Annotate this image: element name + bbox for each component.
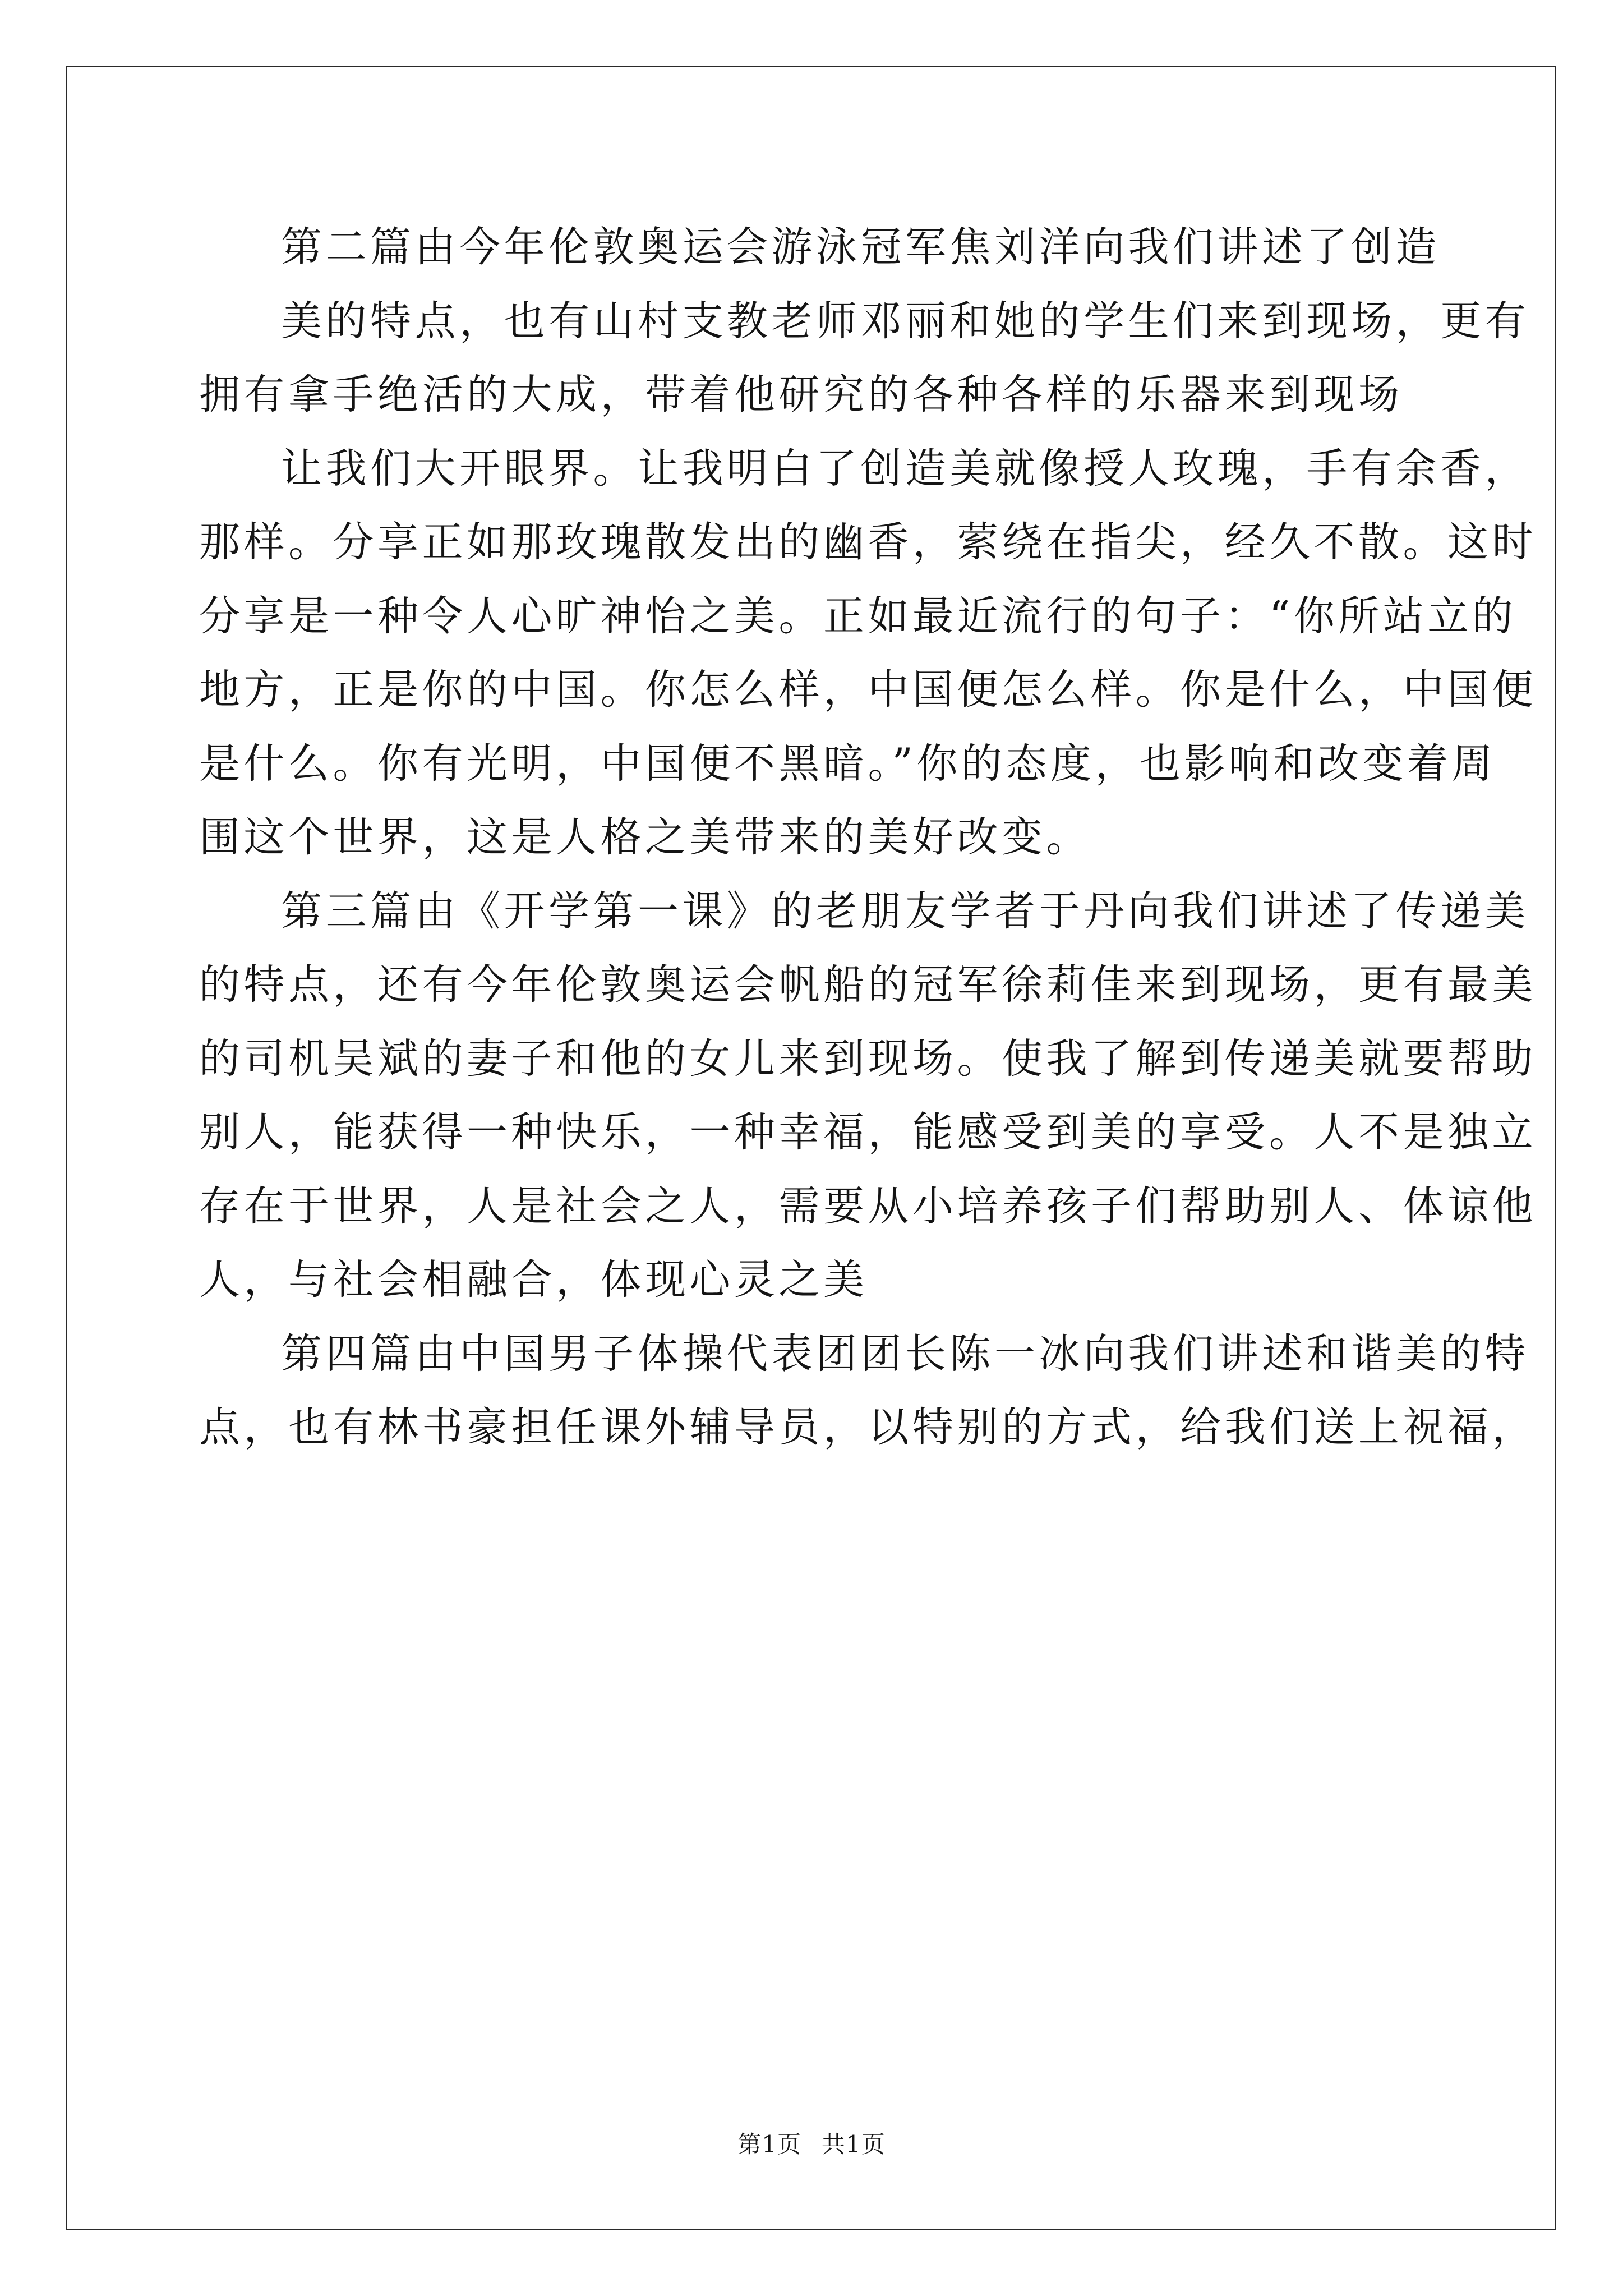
text-line: 人，与社会相融合，体现心灵之美 [199,1256,868,1304]
text-line: 的特点，还有今年伦敦奥运会帆船的冠军徐莉佳来到现场，更有最美 [199,961,1537,1009]
text-line: 那样。分享正如那玫瑰散发出的幽香，萦绕在指尖，经久不散。这时 [199,518,1537,566]
text-line: 让我们大开眼界。让我明白了创造美就像授人玫瑰，手有余香， [281,444,1529,493]
text-line: 第四篇由中国男子体操代表团团长陈一冰向我们讲述和谐美的特 [281,1329,1529,1378]
page-number-current: 第1页 [737,2131,801,2158]
page-footer [0,2126,1623,2160]
text-line: 拥有拿手绝活的大成，带着他研究的各种各样的乐器来到现场 [199,371,1403,418]
text-line: 第二篇由今年伦敦奥运会游泳冠军焦刘洋向我们讲述了创造 [281,223,1440,271]
text-line: 地方，正是你的中国。你怎么样，中国便怎么样。你是什么，中国便 [199,666,1537,714]
text-line: 存在于世界，人是社会之人，需要从小培养孩子们帮助别人、体谅他 [199,1182,1537,1230]
text-line: 分享是一种令人心旷神怡之美。正如最近流行的句子：“你所站立的 [199,592,1517,640]
text-line: 第三篇由《开学第一课》的老朋友学者于丹向我们讲述了传递美 [281,887,1529,935]
document-body [199,210,1537,1465]
text-line: 别人，能获得一种快乐，一种幸福，能感受到美的享受。人不是独立 [199,1108,1537,1156]
text-line: 美的特点，也有山村支教老师邓丽和她的学生们来到现场，更有 [281,297,1529,345]
text-line: 是什么。你有光明，中国便不黑暗。”你的态度，也影响和改变着周 [199,739,1496,788]
text-line: 点，也有林书豪担任课外辅导员，以特别的方式，给我们送上祝福， [199,1404,1537,1451]
page-number-total: 共1页 [822,2131,886,2158]
text-line: 的司机吴斌的妻子和他的女儿来到现场。使我了解到传递美就要帮助 [199,1034,1537,1083]
text-line: 围这个世界，这是人格之美带来的美好改变。 [199,813,1091,861]
